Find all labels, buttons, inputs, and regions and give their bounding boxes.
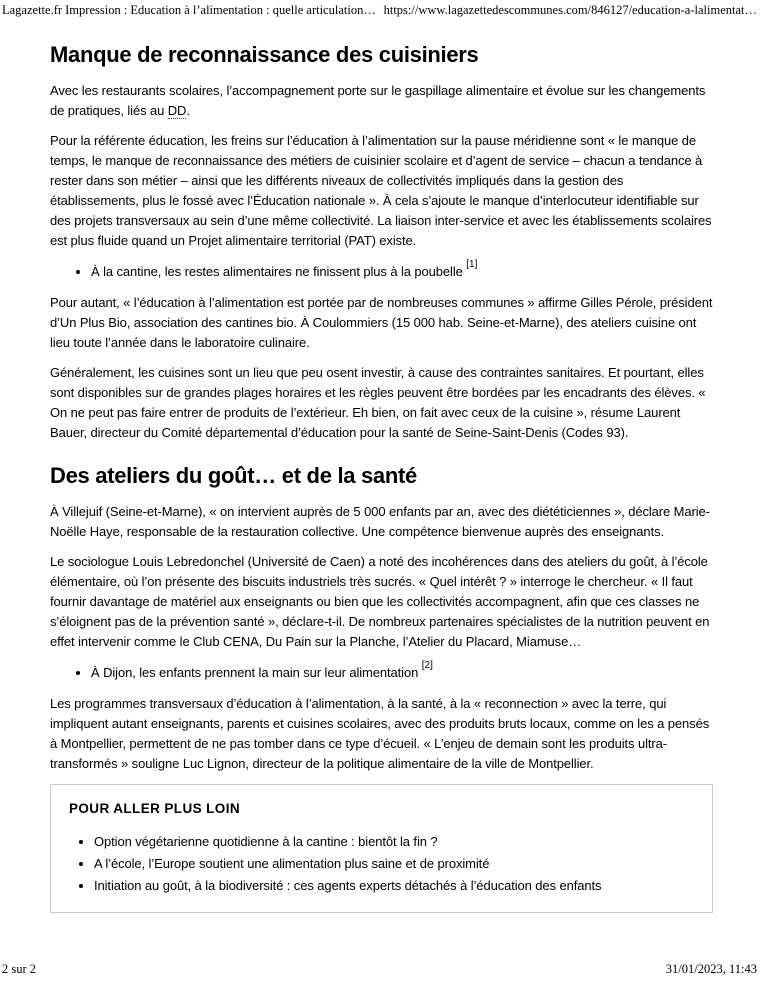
further-reading-link[interactable]: Initiation au goût, à la biodiversité : ces agents experts détachés à l’éducation des enfants — [94, 878, 602, 893]
related-article-link[interactable]: À Dijon, les enfants prennent la main sur leur alimentation — [91, 665, 422, 680]
chapo-text-end: . — [186, 103, 190, 118]
chapo-text: Avec les restaurants scolaires, l’accompagnement porte sur le gaspillage alimentaire et évolue sur les changements de pratiques, liés au — [50, 83, 706, 118]
para-programmes: Les programmes transversaux d’éducation à l’alimentation, à la santé, à la « reconnection » avec la terre, qui impliquent autant enseignants, parents et cuisines scolaires, avec des produits bruts locaux, comme on les a pensés à Montpellier, permettent de ne pas tomber dans ce type d’écueil. « L’enjeu de demain sont les produits ultra-transformés » souligne Luc Lignon, directeur de la politique alimentaire de la ville de Montpellier. — [50, 696, 710, 771]
article-content — [50, 41, 713, 913]
print-header-url: https://www.lagazettedescommunes.com/846127/education-a-lalimentat… — [383, 3, 757, 17]
related-links-list — [50, 258, 713, 282]
further-reading-item — [94, 834, 694, 850]
abbr-dd: DD — [167, 103, 187, 118]
further-reading-title: POUR ALLER PLUS LOIN — [69, 801, 241, 816]
further-reading-list — [69, 834, 694, 894]
footnote-ref-1[interactable]: [1] — [466, 258, 478, 270]
further-reading-item — [94, 878, 694, 894]
para-sociologue: Le sociologue Louis Lebredonchel (Université de Caen) a noté des incohérences dans des ateliers du goût, à l’école élémentaire, où l’on présente des biscuits industriels très sucrés. « Quel intérêt ? » interroge le chercheur. « Il faut fournir davantage de matériel aux enseignants ou bien que les collectivités accompagnent, afin que ces classes ne s’éloignent pas de la prévention santé », déclare-t-il. De nombreux partenaires spécialistes de la nutrition peuvent en effet intervenir comme le Club CENA, Du Pain sur la Planche, l’Atelier du Placard, Miamuse… — [50, 554, 710, 649]
further-reading-link[interactable]: A l’école, l’Europe soutient une alimentation plus saine et de proximité — [94, 856, 490, 871]
related-link-item — [91, 659, 713, 683]
para-villejuif: À Villejuif (Seine-et-Marne), « on intervient auprès de 5 000 enfants par an, avec des diététiciennes », déclare Marie-Noëlle Haye, responsable de la restauration collective. Une compétence bienvenue auprès des enseignants. — [50, 504, 710, 539]
further-reading-box — [50, 784, 713, 913]
section-heading-ateliers: Des ateliers du goût… et de la santé — [50, 463, 417, 488]
print-header-title: Lagazette.fr Impression : Education à l’alimentation : quelle articulation… — [2, 3, 376, 17]
print-header — [2, 3, 757, 18]
related-link-item — [91, 258, 713, 282]
para-pour-autant: Pour autant, « l’éducation à l’alimentation est portée par de nombreuses communes » affirme Gilles Pérole, président d’Un Plus Bio, association des cantines bio. À Coulommiers (15 000 hab. Seine-et-Marne), des ateliers cuisine ont lieu toute l’année dans le laboratoire culinaire. — [50, 295, 713, 350]
para-cuisines: Généralement, les cuisines sont un lieu que peu osent investir, à cause des contraintes sanitaires. Et pourtant, elles sont disponibles sur de grandes plages horaires et les règles peuvent être bordées par les encadrants des élèves. « On ne peut pas faire entrer de produits de l’extérieur. Eh bien, on fait avec ceux de la cuisine », résume Laurent Bauer, directeur du Comité départemental d’éducation pour la santé de Seine-Saint-Denis (Codes 93). — [50, 365, 706, 440]
footnote-ref-2[interactable]: [2] — [421, 659, 433, 671]
chapo-paragraph — [50, 81, 713, 121]
further-reading-link[interactable]: Option végétarienne quotidienne à la cantine : bientôt la fin ? — [94, 834, 438, 849]
further-reading-item — [94, 856, 694, 872]
related-article-link[interactable]: À la cantine, les restes alimentaires ne finissent plus à la poubelle — [91, 264, 467, 279]
related-links-list — [50, 659, 713, 683]
print-datetime: 31/01/2023, 11:43 — [665, 962, 757, 976]
section-heading-cuisiniers: Manque de reconnaissance des cuisiniers — [50, 42, 479, 67]
print-footer — [2, 962, 757, 977]
page-number: 2 sur 2 — [2, 962, 37, 976]
para-freins: Pour la référente éducation, les freins sur l’éducation à l’alimentation sur la pause méridienne sont « le manque de temps, le manque de reconnaissance des métiers de cuisinier scolaire et d’agent de service – chacun a tendance à rester dans son métier – ainsi que les différents niveaux de collectivités impliqués dans la gestion des établissements, plus le fossé avec l’Éducation nationale ». À cela s’ajoute le manque d’interlocuteur identifiable sur des projets transversaux au sein d’une même collectivité. La liaison inter-service et avec les établissements scolaires est plus fluide quand un Projet alimentaire territorial (PAT) existe. — [50, 133, 712, 248]
